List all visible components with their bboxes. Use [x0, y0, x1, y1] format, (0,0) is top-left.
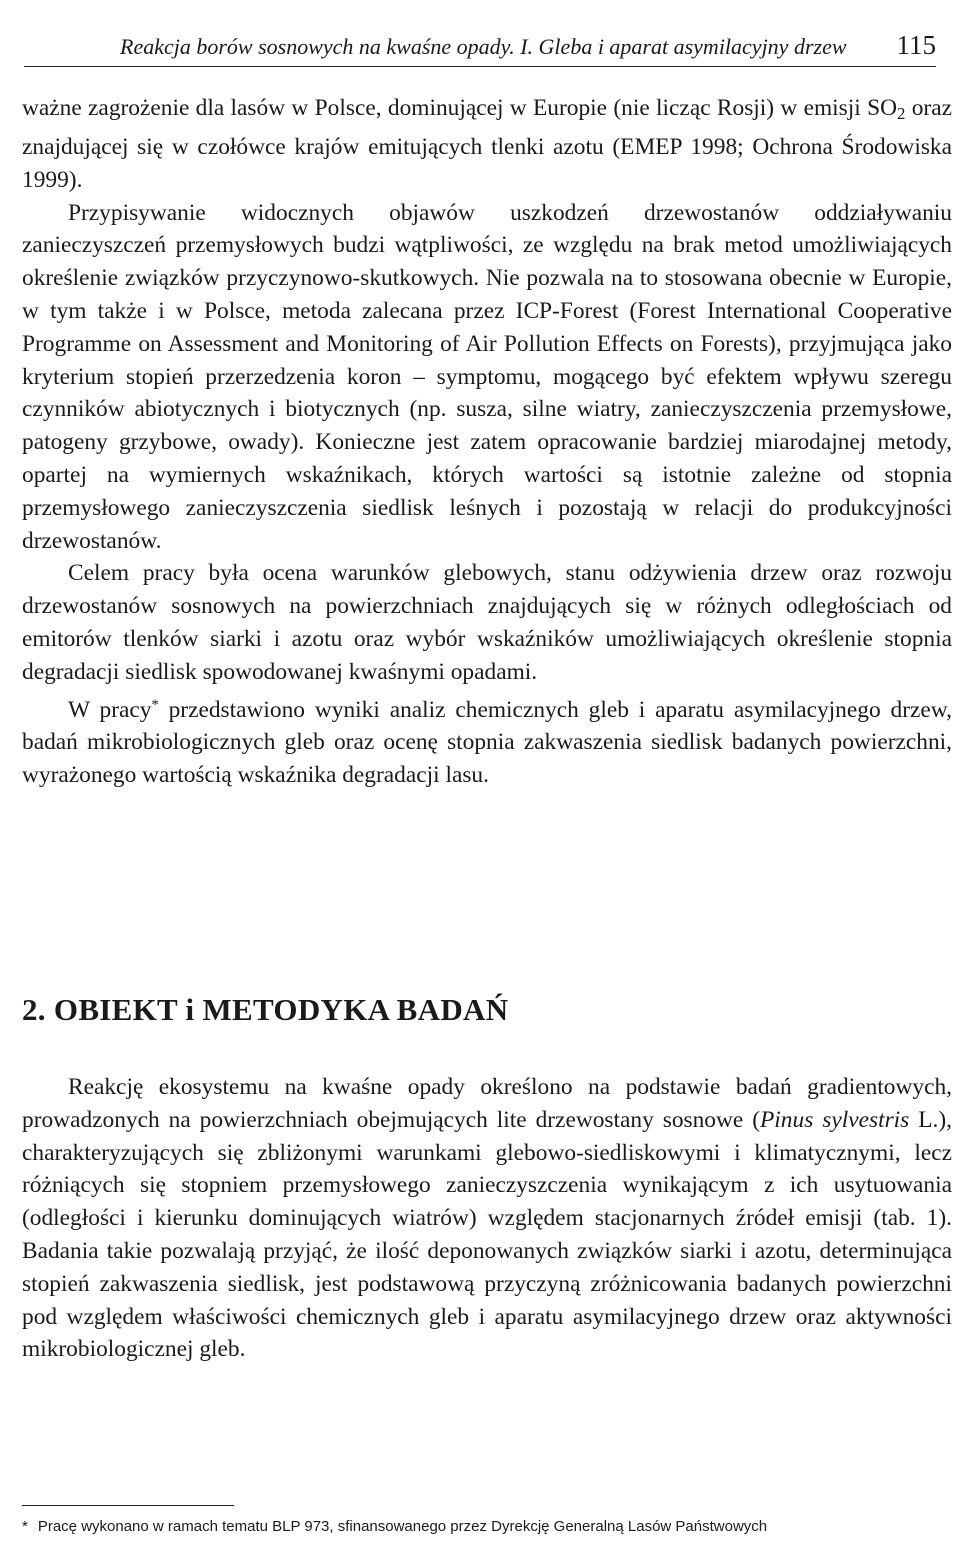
- subscript: 2: [897, 104, 906, 124]
- body-text-lower: [22, 1071, 952, 1366]
- page-number: 115: [896, 30, 936, 60]
- footnote-reference: *: [151, 696, 159, 713]
- body-text-upper: [22, 92, 952, 792]
- paragraph: Przypisywanie widocznych objawów uszkodzeń drzewostanów oddziaływaniu zanieczyszczeń przemysłowych budzi wątpliwości, ze względu na brak metod umożliwiających określenie związków przyczynowo-skutkowych. Nie pozwala na to stosowana obecnie w Europie, w tym także i w Polsce, metoda zalecana przez ICP-Forest (Forest International Cooperative Programme on Assessment and Monitoring of Air Pollution Effects on Forests), przyjmująca jako kryterium stopień przerzedzenia koron – symptomu, mogącego być efektem wpływu szeregu czynników abiotycznych i biotycznych (np. susza, silne wiatry, zanieczyszczenia przemysłowe, patogeny grzybowe, owady). Konieczne jest zatem opracowanie bardziej miarodajnej metody, opartej na wymiernych wskaźnikach, których wartości są istotnie zależne od stopnia przemysłowego zanieczyszczenia siedlisk leśnych i pozostają w relacji do produkcyjności drzewostanów.: [22, 199, 952, 554]
- running-title: Reakcja borów sosnowych na kwaśne opady. I. Gleba i aparat asymilacyjny drzew: [120, 34, 847, 59]
- paragraph-continuation: [22, 92, 952, 197]
- footnote: [22, 1518, 952, 1535]
- paragraph-text: Reakcję ekosystemu na kwaśne opady określono na podstawie badań gradientowych, prowadzonych na powierzchniach obejmujących lite drzewostany sosnowe (: [22, 1074, 952, 1133]
- paragraph: [22, 689, 952, 792]
- footnote-divider: [22, 1505, 234, 1506]
- footnote-marker: *: [22, 1518, 28, 1535]
- paragraph-text: W pracy: [68, 696, 152, 723]
- paragraph-text: L.), charakteryzujących się zbliżonymi warunkami glebowo-siedliskowymi i klimatycznymi, lecz różniących się stopniem przemysłowego zanieczyszczenia wynikającym z ich usytuowania (odległości i kierunku dominujących wiatrów) względem stacjonarnych źródeł emisji (tab. 1). Badania takie pozwalają przyjąć, że ilość deponowanych związków siarki i azotu, determinująca stopień zakwaszenia siedlisk, jest podstawową przyczyną zróżnicowania badanych powierzchni pod względem właściwości chemicznych gleb i aparatu asymilacyjnego drzew oraz aktywności mikrobiologicznej gleb.: [22, 1106, 952, 1363]
- footnote-text: Pracę wykonano w ramach tematu BLP 973, sfinansowanego przez Dyrekcję Generalną Lasów Państwowych: [37, 1518, 768, 1535]
- running-header: [24, 30, 936, 67]
- paragraph: Celem pracy była ocena warunków glebowych, stanu odżywienia drzew oraz rozwoju drzewostanów sosnowych na powierzchniach znajdujących się w różnych odległościach od emitorów tlenków siarki i azotu oraz wybór wskaźników umożliwiających określenie stopnia degradacji siedlisk spowodowanej kwaśnymi opadami.: [22, 560, 952, 685]
- paragraph-text: ważne zagrożenie dla lasów w Polsce, dominującej w Europie (nie licząc Rosji) w emisji SO: [22, 95, 897, 121]
- species-name: Pinus sylvestris: [760, 1106, 910, 1133]
- paragraph: [22, 1071, 952, 1366]
- section-heading: 2. OBIEKT i METODYKA BADAŃ: [22, 992, 509, 1027]
- paragraph-text: przedstawiono wyniki analiz chemicznych gleb i aparatu asymilacyjnego drzew, badań mikrobiologicznych gleb oraz ocenę stopnia zakwaszenia siedlisk badanych powierzchni, wyrażonego wartością wskaźnika degradacji lasu.: [22, 696, 952, 789]
- paragraph-text: oraz znajdującej się w czołówce krajów emitujących tlenki azotu (EMEP 1998; Ochrona Środowiska 1999).: [22, 95, 952, 193]
